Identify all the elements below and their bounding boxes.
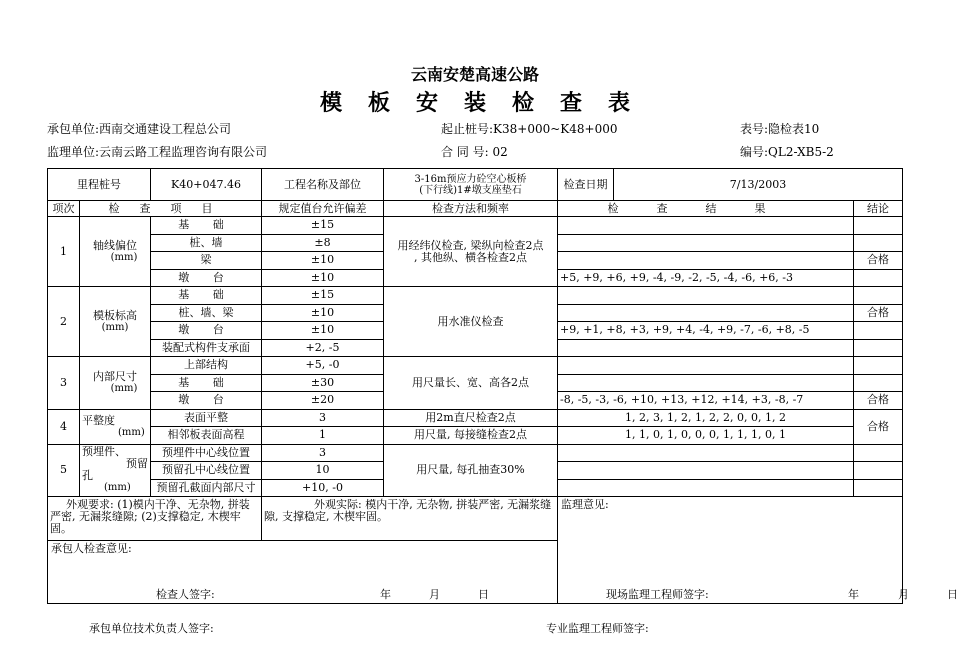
g2-concl-3 (854, 322, 903, 340)
supervision-label: 监理意见: (561, 498, 609, 511)
inspector-month: 月 (429, 588, 440, 601)
contractor-label: 承包单位: (47, 122, 100, 136)
date-cell (558, 169, 903, 201)
g2-name-cell (80, 287, 151, 357)
supervisor-label: 监理单位: (47, 145, 100, 159)
col-no: 项次 (48, 201, 80, 217)
requirement-text: 外观要求: (1)模内干净、无杂物, 拼装严密, 无漏浆缝隙; (2)支撑稳定, 木楔牢固。 (48, 497, 262, 541)
g1-name-cell (80, 217, 151, 287)
g1-result-1 (558, 217, 854, 235)
g5-result-3 (558, 479, 854, 497)
contractor-opinion-cell (48, 541, 558, 604)
g5-sub-2: 预留孔中心线位置 (151, 462, 262, 480)
tech-lead-sign: 承包单位技术负责人签字: (89, 622, 214, 635)
table-row (48, 287, 903, 305)
supervision-cell (558, 497, 958, 604)
g2-sub-1: 基 础 (151, 287, 262, 305)
g4-method-2: 用尺量, 每接缝检查2点 (384, 427, 558, 445)
date-label: 检查日期 (558, 169, 614, 200)
g4-name-cell (80, 409, 151, 444)
site-day: 日 (947, 588, 958, 601)
project-name-l1: 3-16m预应力砼空心板桥 (414, 173, 527, 185)
contractor-line (47, 120, 231, 137)
project-name-cell (384, 169, 558, 201)
g2-tol-1: ±15 (262, 287, 384, 305)
g1-sub-1: 基 础 (151, 217, 262, 235)
g3-no: 3 (48, 357, 80, 410)
col-method: 检查方法和频率 (384, 201, 558, 217)
g2-result-4 (558, 339, 854, 357)
g3-result-3: -8, -5, -3, -6, +10, +13, +12, +14, +3, -8, -7 (558, 392, 854, 410)
g1-method-cell (384, 217, 558, 287)
project-name-l2: (下行线)1#墩支座垫石 (419, 184, 522, 196)
project-title: 云南安楚高速公路 (410, 65, 539, 84)
column-header-row (48, 201, 903, 217)
g4-name: 平整度 (82, 413, 115, 427)
g2-method: 用水准仪检查 (384, 287, 558, 357)
g1-result-4: +5, +9, +6, +9, -4, -9, -2, -5, -4, -6, +6, -3 (558, 269, 854, 287)
site-engineer-sign: 现场监理工程师签字: (606, 588, 709, 601)
g1-method-l1: 用经纬仪检查, 梁纵向检查2点 (397, 238, 544, 252)
g5-concl-2 (854, 462, 903, 480)
g2-result-3: +9, +1, +8, +3, +9, +4, -4, +9, -7, -6, +8, -5 (558, 322, 854, 340)
g3-conclusion: 合格 (854, 392, 903, 410)
g3-name: 内部尺寸 (93, 369, 137, 383)
g1-conclusion: 合格 (854, 252, 903, 270)
g5-sub-1: 预埋件中心线位置 (151, 444, 262, 462)
g3-concl-2 (854, 374, 903, 392)
g3-result-2 (558, 374, 854, 392)
g2-unit: (mm) (101, 321, 129, 333)
g4-sub-2: 相邻板表面高程 (151, 427, 262, 445)
g2-sub-2: 桩、墙、梁 (151, 304, 262, 322)
g2-concl-4 (854, 339, 903, 357)
form-no-label: 表号: (740, 122, 769, 136)
g2-result-2 (558, 304, 854, 322)
contractor-opinion-label: 承包人检查意见: (51, 542, 132, 555)
g1-method-l2: , 其他纵、横各检查2点 (414, 250, 527, 264)
g1-sub-3: 梁 (151, 252, 262, 270)
g1-result-2 (558, 234, 854, 252)
g5-tol-2: 10 (262, 462, 384, 480)
g3-tol-1: +5, -0 (262, 357, 384, 375)
g1-concl-4 (854, 269, 903, 287)
project-name-label: 工程名称及部位 (262, 169, 384, 201)
g4-result-2: 1, 1, 0, 1, 0, 0, 0, 1, 1, 1, 0, 1 (558, 427, 854, 445)
g3-tol-2: ±30 (262, 374, 384, 392)
g5-result-2 (558, 462, 854, 480)
supervisor-line (47, 143, 267, 160)
inspection-table (47, 168, 958, 604)
g5-tol-1: 3 (262, 444, 384, 462)
g3-method: 用尺量长、宽、高各2点 (384, 357, 558, 410)
remarks-row (48, 497, 903, 541)
g2-tol-2: ±10 (262, 304, 384, 322)
g1-concl-1 (854, 217, 903, 235)
g5-sub-3: 预留孔截面内部尺寸 (151, 479, 262, 497)
g1-tol-4: ±10 (262, 269, 384, 287)
form-title: 模板安装检查表 (319, 91, 656, 116)
g2-tol-3: ±10 (262, 322, 384, 340)
g4-conclusion: 合格 (854, 409, 903, 444)
form-no-value: 隐检表10 (768, 122, 820, 136)
g4-tol-1: 3 (262, 409, 384, 427)
stake-value: K38+000~K48+000 (493, 122, 618, 136)
supervisor-value: 云南云路工程监理咨询有限公司 (99, 145, 268, 159)
g3-sub-2: 基 础 (151, 374, 262, 392)
g2-sub-4: 装配式构件支承面 (151, 339, 262, 357)
g1-concl-2 (854, 234, 903, 252)
info-row (48, 169, 903, 201)
g2-concl-1 (854, 287, 903, 305)
g2-tol-4: +2, -5 (262, 339, 384, 357)
g4-result-1: 1, 2, 3, 1, 2, 1, 2, 2, 0, 0, 1, 2 (558, 409, 854, 427)
g4-method-1: 用2m直尺检查2点 (384, 409, 558, 427)
g2-no: 2 (48, 287, 80, 357)
col-tolerance: 规定值台允许偏差 (262, 201, 384, 217)
mileage-label: 里程桩号 (48, 169, 151, 201)
site-month: 月 (898, 588, 909, 601)
table-row (48, 427, 903, 445)
contractor-value: 西南交通建设工程总公司 (99, 122, 232, 136)
code-label: 编号: (740, 145, 769, 159)
inspector-year: 年 (380, 588, 391, 601)
table-row (48, 444, 903, 462)
g3-sub-1: 上部结构 (151, 357, 262, 375)
g2-conclusion: 合格 (854, 304, 903, 322)
g5-name-l3: 孔 (82, 469, 93, 483)
col-item: 检查项目 (80, 201, 262, 217)
site-year: 年 (848, 588, 859, 601)
inspector-sign: 检查人签字: (156, 588, 215, 601)
contract-line (441, 143, 508, 160)
special-engineer-sign: 专业监理工程师签字: (546, 622, 649, 635)
g5-no: 5 (48, 444, 80, 497)
stake-line (441, 120, 618, 137)
g5-result-1 (558, 444, 854, 462)
g4-unit: (mm) (118, 426, 145, 438)
g2-sub-3: 墩 台 (151, 322, 262, 340)
g3-result-1 (558, 357, 854, 375)
g3-name-cell (80, 357, 151, 410)
stake-label: 起止桩号: (441, 122, 494, 136)
g3-sub-3: 墩 台 (151, 392, 262, 410)
g1-sub-4: 墩 台 (151, 269, 262, 287)
contract-label: 合 同 号: (441, 145, 489, 159)
g1-no: 1 (48, 217, 80, 287)
g2-name: 模板标高 (93, 308, 137, 322)
contract-value: 02 (492, 145, 508, 159)
g4-sub-1: 表面平整 (151, 409, 262, 427)
table-row (48, 217, 903, 235)
g2-result-1 (558, 287, 854, 305)
table-row (48, 409, 903, 427)
g5-name-cell (80, 444, 151, 497)
g5-concl-1 (854, 444, 903, 462)
g5-method: 用尺量, 每孔抽查30% (384, 444, 558, 497)
g1-tol-1: ±15 (262, 217, 384, 235)
g5-unit: (mm) (104, 482, 131, 494)
code-line (740, 143, 834, 160)
g3-tol-3: ±20 (262, 392, 384, 410)
col-result: 检查结果 (558, 201, 854, 217)
g1-name: 轴线偏位 (93, 238, 137, 252)
table-row (48, 357, 903, 375)
g1-sub-2: 桩、墙 (151, 234, 262, 252)
actual-text: 外观实际: 模内干净, 无杂物, 拼装严密, 无漏浆缝隙, 支撑稳定, 木楔牢固。 (262, 497, 558, 541)
g3-unit: (mm) (110, 382, 138, 394)
g5-name-l1: 预埋件、 (82, 445, 126, 459)
g5-conclusion (854, 479, 903, 497)
date-value: 7/13/2003 (729, 177, 787, 191)
g5-name-l2: 预留 (126, 457, 148, 471)
col-conclusion: 结论 (854, 201, 903, 217)
mileage-value: K40+047.46 (151, 169, 262, 201)
g1-unit: (mm) (110, 251, 138, 263)
g1-result-3 (558, 252, 854, 270)
g1-tol-2: ±8 (262, 234, 384, 252)
g3-concl-1 (854, 357, 903, 375)
g4-tol-2: 1 (262, 427, 384, 445)
g4-no: 4 (48, 409, 80, 444)
g5-tol-3: +10, -0 (262, 479, 384, 497)
inspector-day: 日 (478, 588, 489, 601)
g1-tol-3: ±10 (262, 252, 384, 270)
form-no-line (740, 120, 819, 137)
code-value: QL2-XB5-2 (768, 145, 834, 159)
